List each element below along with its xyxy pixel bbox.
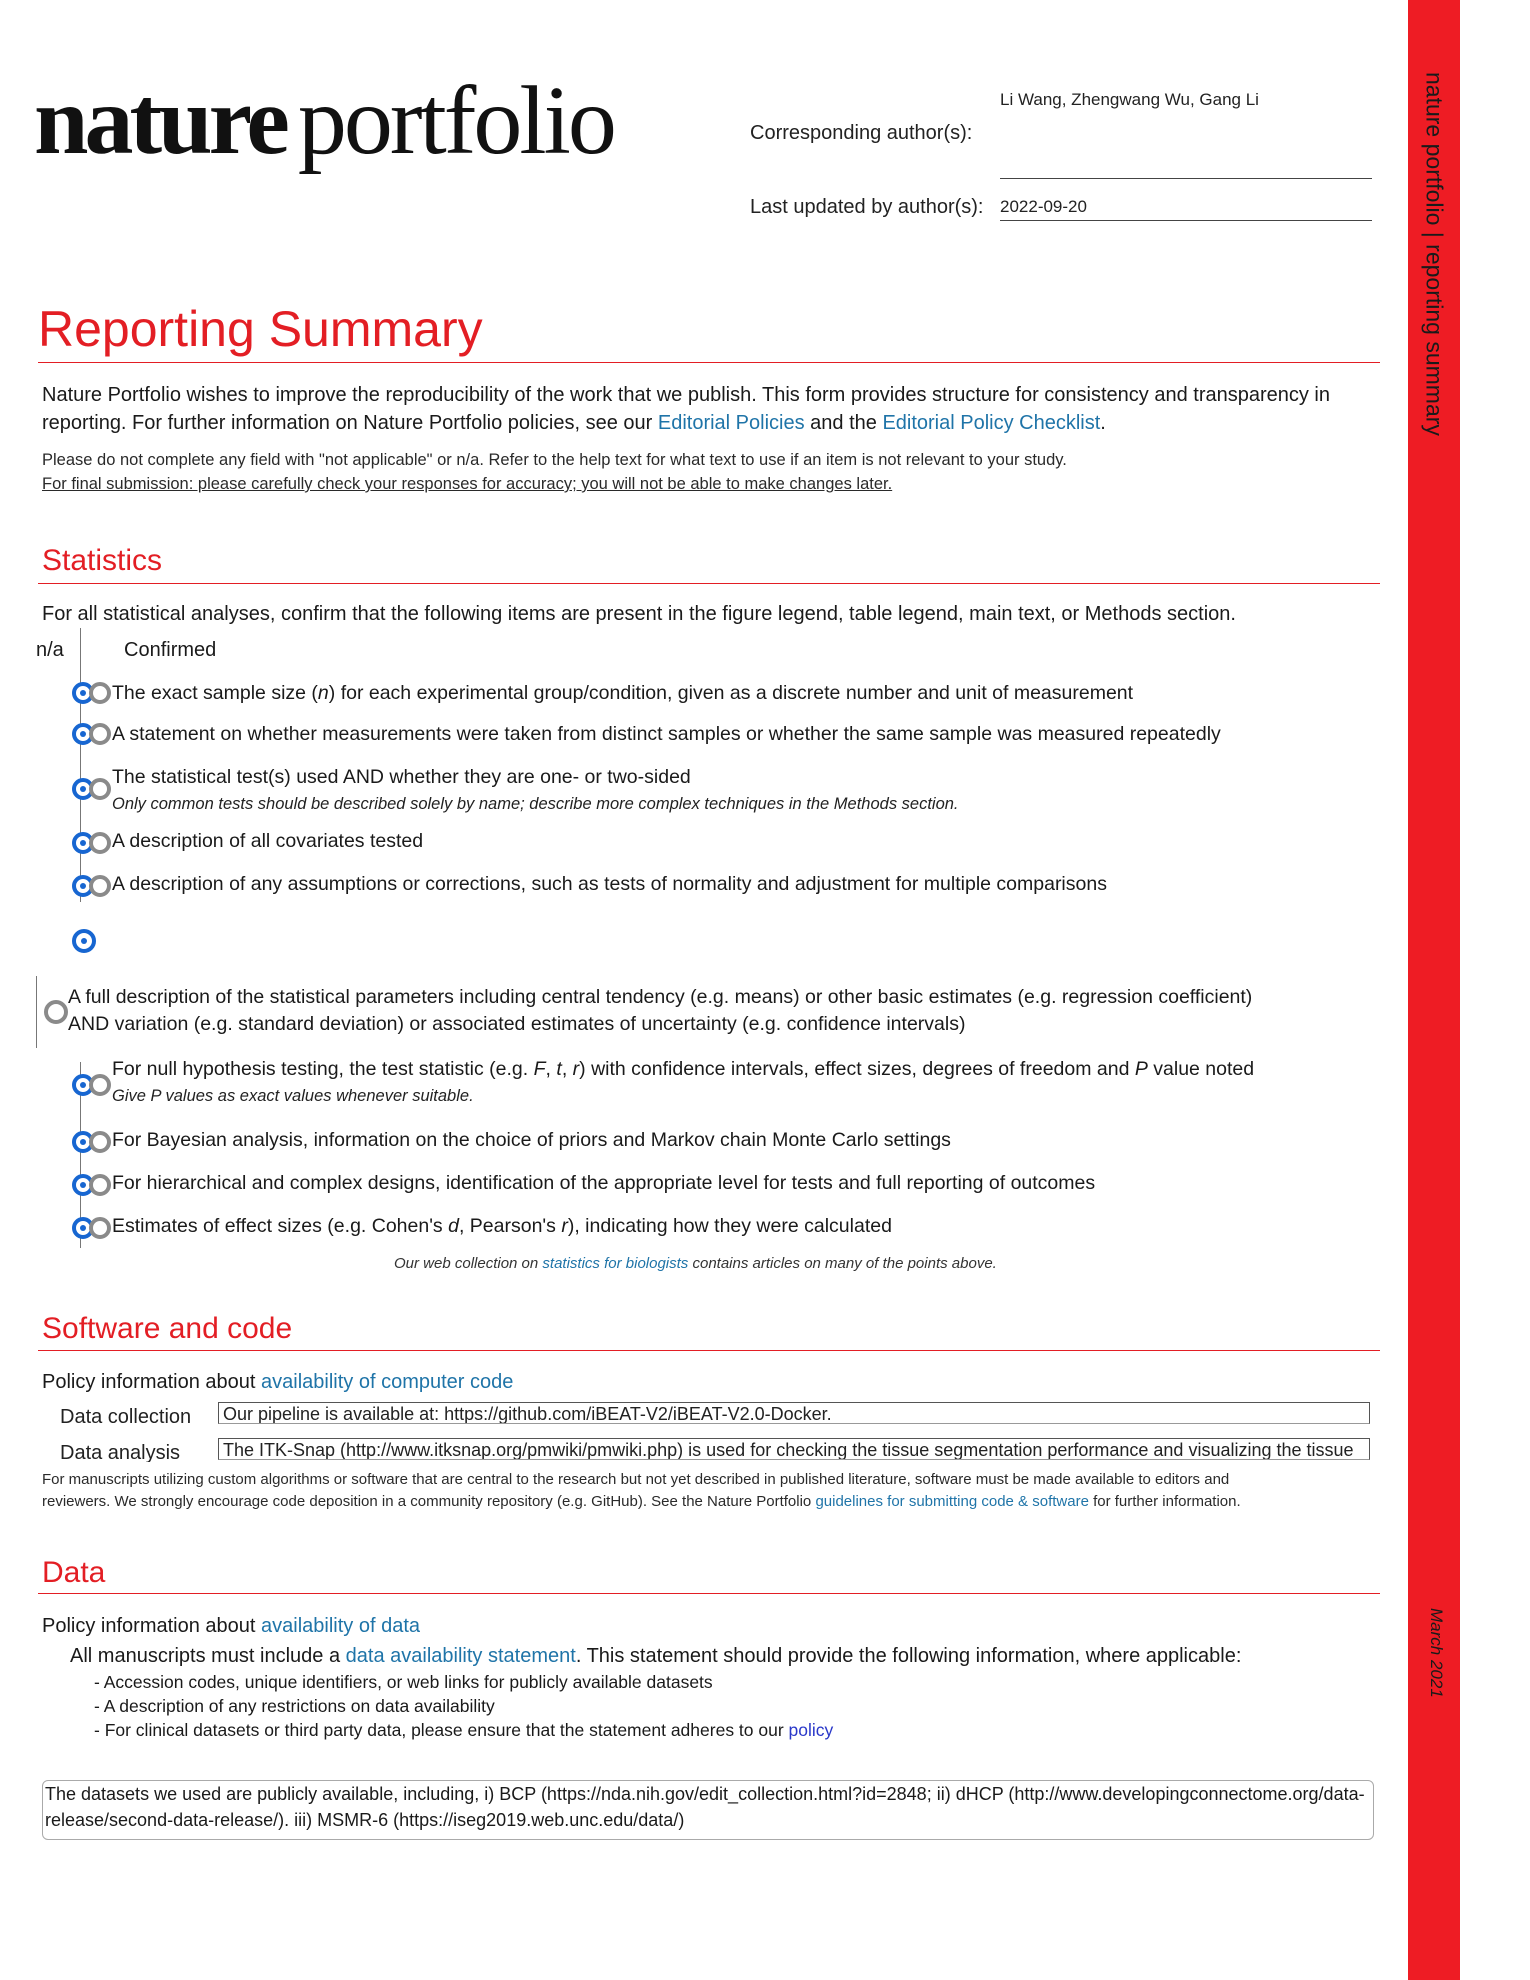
- editorial-policy-checklist-link[interactable]: Editorial Policy Checklist: [882, 412, 1101, 434]
- item-bayesian: For Bayesian analysis, information on the choice of priors and Markov chain Monte Carlo settings: [112, 1129, 951, 1151]
- item-hierarchical: For hierarchical and complex designs, identification of the appropriate level for tests and full reporting of outcomes: [112, 1172, 1096, 1194]
- page-title: Reporting Summary: [38, 301, 483, 357]
- nature-portfolio-logo: nature portfolio: [34, 67, 614, 175]
- statistics-for-biologists-link[interactable]: statistics for biologists: [542, 1255, 689, 1272]
- data-analysis-field[interactable]: The ITK-Snap (http://www.itksnap.org/pmwiki/pmwiki.php) is used for checking the tissue segmentation performance and visualizing the tissue: [218, 1438, 1370, 1460]
- software-policy: Policy information about availability of computer code: [42, 1371, 514, 1393]
- last-updated-value: 2022-09-20: [1000, 197, 1087, 216]
- item-null-hypothesis: For null hypothesis testing, the test statistic (e.g. F, t, r) with confidence intervals, effect sizes, degrees of freedom and P value noted: [112, 1058, 1255, 1080]
- sidebar-date: March 2021: [1427, 1608, 1446, 1698]
- column-confirmed: Confirmed: [124, 639, 217, 661]
- item-assumptions: A description of any assumptions or corrections, such as tests of normality and adjustment for multiple comparisons: [112, 873, 1107, 895]
- data-analysis-label: Data analysis: [60, 1442, 181, 1462]
- item-distinct-samples: A statement on whether measurements were taken from distinct samples or whether the same sample was measured repeatedly: [112, 723, 1221, 745]
- statistics-rule: [38, 583, 1380, 584]
- web-collection-note: Our web collection on statistics for biologists contains articles on many of the points above.: [394, 1255, 997, 1272]
- item-effect-sizes: Estimates of effect sizes (e.g. Cohen's d, Pearson's r), indicating how they were calculated: [112, 1215, 892, 1237]
- data-availability-answer[interactable]: The datasets we used are publicly available, including, i) BCP (https://nda.nih.gov/edit_collection.html?id=2848; ii) dHCP (http://www.developingconnectome.org/data- release/second-data-release/). iii) MSMR-6 (https://iseg2019.web.unc.edu/data/): [42, 1780, 1374, 1840]
- software-rule: [38, 1350, 1380, 1351]
- data-statement-requirement: All manuscripts must include a data availability statement. This statement should provide the following information, where applicable:: [70, 1645, 1242, 1667]
- item-statistical-tests-radios[interactable]: [72, 778, 112, 800]
- availability-of-code-link[interactable]: availability of computer code: [261, 1371, 514, 1393]
- full-description-confirmed-radio[interactable]: [44, 1000, 68, 1024]
- item-null-hypothesis-radios[interactable]: [72, 1074, 112, 1096]
- column-na: n/a: [36, 639, 64, 661]
- item-covariates-radios[interactable]: [72, 832, 112, 854]
- item-sample-size: The exact sample size (n) for each experimental group/condition, given as a discrete number and unit of measurement: [112, 682, 1134, 704]
- item-assumptions-radios[interactable]: [72, 875, 112, 897]
- last-updated-line: [1000, 220, 1372, 221]
- full-description-na-radio[interactable]: [72, 929, 96, 953]
- data-policy: Policy information about availability of data: [42, 1615, 420, 1637]
- item-covariates: A description of all covariates tested: [112, 830, 424, 852]
- software-note: For manuscripts utilizing custom algorithms or software that are central to the research but not yet described in published literature, software must be made available to editors and reviewers. We strongly encourage code deposition in a community repository (e.g. GitHub). See the Nature Portfolio guidelines for submitting code & software for further information.: [42, 1471, 1241, 1510]
- item-full-description-line1: A full description of the statistical parameters including central tendency (e.g. means) or other basic estimates (e.g. regression coefficient): [68, 986, 1253, 1008]
- item-full-description-line2: AND variation (e.g. standard deviation) or associated estimates of uncertainty (e.g. confidence intervals): [68, 1013, 966, 1035]
- statistics-lead: For all statistical analyses, confirm that the following items are present in the figure legend, table legend, main text, or Methods section.: [42, 603, 1236, 625]
- title-rule: [38, 362, 1380, 363]
- data-bullet-restrictions: - A description of any restrictions on data availability: [94, 1696, 495, 1716]
- intro-note: Please do not complete any field with "not applicable" or n/a. Refer to the help text for what text to use if an item is not relevant to your study.: [42, 451, 1067, 469]
- data-rule: [38, 1593, 1380, 1594]
- final-submission-note: For final submission: please carefully check your responses for accuracy; you will not be able to make changes later.: [42, 475, 893, 493]
- data-collection-label: Data collection: [60, 1406, 192, 1428]
- availability-of-data-link[interactable]: availability of data: [261, 1615, 420, 1637]
- item-sample-size-radios[interactable]: [72, 682, 112, 704]
- item-statistical-tests-help: Only common tests should be described solely by name; describe more complex techniques in the Methods section.: [112, 795, 959, 813]
- item-statistical-tests: The statistical test(s) used AND whether they are one- or two-sided: [112, 766, 691, 788]
- item-distinct-samples-radios[interactable]: [72, 723, 112, 745]
- editorial-policies-link[interactable]: Editorial Policies: [657, 412, 805, 434]
- intro-paragraph: Nature Portfolio wishes to improve the reproducibility of the work that we publish. This form provides structure for consistency and transparency in reporting. For further information on Nature Portfolio policies, see our Editorial Policies and the Editorial Policy Checklist.: [42, 384, 1330, 434]
- item-bayesian-radios[interactable]: [72, 1131, 112, 1153]
- corresponding-authors-value: Li Wang, Zhengwang Wu, Gang Li: [1000, 90, 1259, 109]
- data-bullet-accession: - Accession codes, unique identifiers, or web links for publicly available datasets: [94, 1672, 713, 1692]
- code-guidelines-link[interactable]: guidelines for submitting code & software: [815, 1493, 1089, 1510]
- data-availability-statement-link[interactable]: data availability statement: [345, 1645, 576, 1667]
- item-effect-sizes-radios[interactable]: [72, 1217, 112, 1239]
- statistics-heading: Statistics: [42, 544, 163, 577]
- software-heading: Software and code: [42, 1312, 293, 1345]
- data-policy-link[interactable]: policy: [788, 1720, 834, 1740]
- sidebar-title: nature portfolio | reporting summary: [1421, 72, 1448, 436]
- full-description-divider: [36, 976, 37, 1048]
- corresponding-authors-line: [1000, 178, 1372, 179]
- last-updated-label: Last updated by author(s):: [750, 196, 984, 218]
- data-bullet-clinical: - For clinical datasets or third party data, please ensure that the statement adheres to our policy: [94, 1720, 834, 1740]
- item-null-hypothesis-help: Give P values as exact values whenever suitable.: [112, 1087, 474, 1105]
- data-heading: Data: [42, 1556, 106, 1589]
- data-collection-field[interactable]: Our pipeline is available at: https://github.com/iBEAT-V2/iBEAT-V2.0-Docker.: [218, 1402, 1370, 1424]
- checklist-divider: [80, 628, 81, 902]
- corresponding-authors-label: Corresponding author(s):: [750, 122, 973, 144]
- item-hierarchical-radios[interactable]: [72, 1174, 112, 1196]
